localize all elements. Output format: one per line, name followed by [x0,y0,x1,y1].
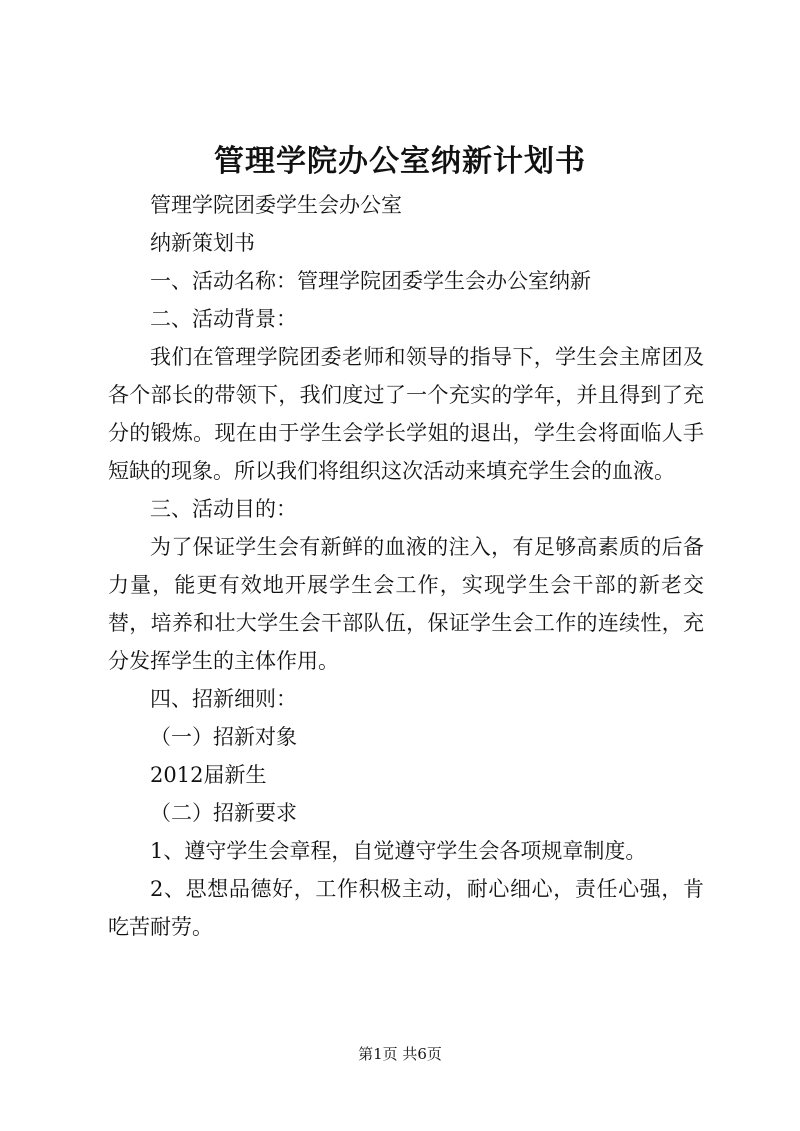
paragraph-recruitment-target: 2012届新生 [150,763,267,787]
heading-recruitment-rules: 四、招新细则： [150,687,297,711]
document-title: 管理学院办公室纳新计划书 [214,144,586,179]
requirement-item-1: 1、遵守学生会章程，自觉遵守学生会各项规章制度。 [150,839,647,863]
page-number-footer: 第1页 共6页 [358,1045,442,1063]
paragraph-activity-name: 一、活动名称：管理学院团委学生会办公室纳新 [150,269,591,293]
document-body [108,186,704,946]
paragraph-activity-purpose: 为了保证学生会有新鲜的血液的注入，有足够高素质的后备力量，能更有效地开展学生会工作，实现学生会干部的新老交替，培养和壮大学生会干部队伍，保证学生会工作的连续性，充分发挥学生的主体作用。 [108,535,704,673]
requirement-item-2: 2、思想品德好，工作积极主动，耐心细心，责任心强，肯吃苦耐劳。 [108,877,704,939]
heading-activity-purpose: 三、活动目的： [150,497,297,521]
paragraph-plan-name: 纳新策划书 [150,231,255,255]
paragraph-activity-background: 我们在管理学院团委老师和领导的指导下，学生会主席团及各个部长的带领下，我们度过了一个充实的学年，并且得到了充分的锻炼。现在由于学生会学长学姐的退出，学生会将面临人手短缺的现象。所以我们将组织这次活动来填充学生会的血液。 [108,345,704,483]
subheading-recruitment-target: （一）招新对象 [150,725,297,749]
paragraph-office-name: 管理学院团委学生会办公室 [150,193,402,217]
heading-activity-background: 二、活动背景： [150,307,297,331]
subheading-recruitment-requirements: （二）招新要求 [150,801,297,825]
